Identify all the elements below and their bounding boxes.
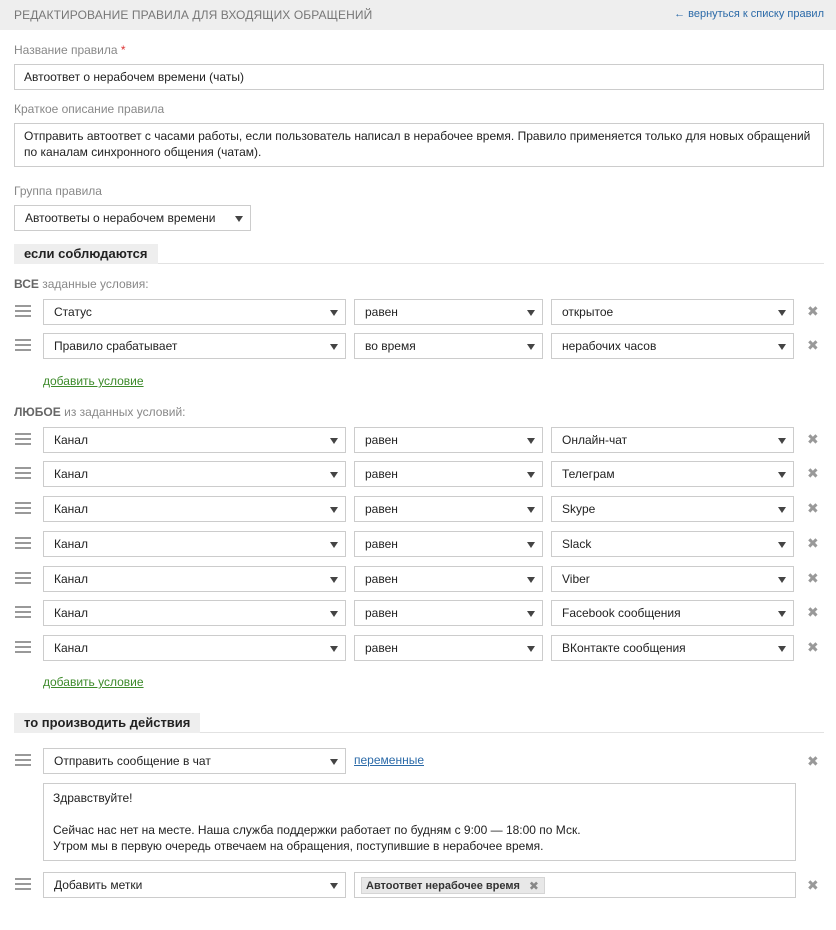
drag-handle-icon[interactable] <box>15 433 31 445</box>
remove-condition-icon[interactable]: ✖ <box>807 337 819 353</box>
condition-operator-select[interactable]: равен <box>354 496 543 522</box>
condition-operator-select[interactable]: во время <box>354 333 543 359</box>
message-line: Сейчас нас нет на месте. Наша служба поддержки работает по будням с 9:00 — 18:00 по Мск. <box>53 823 581 837</box>
condition-value-select[interactable]: Skype <box>551 496 794 522</box>
remove-tag-icon[interactable]: ✖ <box>528 879 539 893</box>
chevron-down-icon <box>778 611 786 617</box>
actions-section-title: то производить действия <box>14 713 200 733</box>
rule-description-label: Краткое описание правила <box>14 102 165 116</box>
chevron-down-icon <box>330 344 338 350</box>
condition-field-select[interactable]: Правило срабатывает <box>43 333 346 359</box>
any-conditions-title: ЛЮБОЕ из заданных условий: <box>14 405 186 419</box>
rule-name-input[interactable]: Автоответ о нерабочем времени (чаты) <box>14 64 824 90</box>
chevron-down-icon <box>330 883 338 889</box>
chevron-down-icon <box>778 646 786 652</box>
chevron-down-icon <box>527 310 535 316</box>
add-any-condition-link[interactable]: добавить условие <box>43 675 144 689</box>
chevron-down-icon <box>778 542 786 548</box>
chevron-down-icon <box>527 646 535 652</box>
chevron-down-icon <box>330 646 338 652</box>
condition-operator-select[interactable]: равен <box>354 600 543 626</box>
drag-handle-icon[interactable] <box>15 467 31 479</box>
chevron-down-icon <box>778 507 786 513</box>
chevron-down-icon <box>330 542 338 548</box>
condition-operator-select[interactable]: равен <box>354 427 543 453</box>
remove-action-icon[interactable]: ✖ <box>807 877 819 893</box>
drag-handle-icon[interactable] <box>15 754 31 766</box>
condition-value-select[interactable]: Онлайн-чат <box>551 427 794 453</box>
description-line: по каналам синхронного общения (чатам). <box>24 145 262 159</box>
back-to-rules-link[interactable]: ← вернуться к списку правил <box>674 8 824 20</box>
drag-handle-icon[interactable] <box>15 305 31 317</box>
action-type-select[interactable]: Добавить метки <box>43 872 346 898</box>
chevron-down-icon <box>778 344 786 350</box>
chevron-down-icon <box>330 438 338 444</box>
condition-field-select[interactable]: Статус <box>43 299 346 325</box>
condition-field-select[interactable]: Канал <box>43 496 346 522</box>
drag-handle-icon[interactable] <box>15 502 31 514</box>
rule-description-input[interactable] <box>14 123 824 167</box>
condition-value-select[interactable]: нерабочих часов <box>551 333 794 359</box>
condition-operator-select[interactable]: равен <box>354 635 543 661</box>
chevron-down-icon <box>527 438 535 444</box>
drag-handle-icon[interactable] <box>15 572 31 584</box>
actions-section-header <box>14 713 824 733</box>
chevron-down-icon <box>330 611 338 617</box>
remove-action-icon[interactable]: ✖ <box>807 753 819 769</box>
remove-condition-icon[interactable]: ✖ <box>807 639 819 655</box>
remove-condition-icon[interactable]: ✖ <box>807 500 819 516</box>
page-title: РЕДАКТИРОВАНИЕ ПРАВИЛА ДЛЯ ВХОДЯЩИХ ОБРАЩЕНИЙ <box>14 8 373 22</box>
condition-field-select[interactable]: Канал <box>43 531 346 557</box>
tags-input[interactable] <box>354 872 796 898</box>
condition-field-select[interactable]: Канал <box>43 600 346 626</box>
required-mark: * <box>120 43 126 57</box>
condition-value-select[interactable]: Телеграм <box>551 461 794 487</box>
condition-value-select[interactable]: Slack <box>551 531 794 557</box>
remove-condition-icon[interactable]: ✖ <box>807 431 819 447</box>
condition-value-select[interactable]: Facebook сообщения <box>551 600 794 626</box>
drag-handle-icon[interactable] <box>15 537 31 549</box>
condition-operator-select[interactable]: равен <box>354 531 543 557</box>
chevron-down-icon <box>527 344 535 350</box>
tag-chip: Автоответ нерабочее время ✖ <box>361 877 545 894</box>
action-type-select[interactable]: Отправить сообщение в чат <box>43 748 346 774</box>
drag-handle-icon[interactable] <box>15 641 31 653</box>
add-all-condition-link[interactable]: добавить условие <box>43 374 144 388</box>
chevron-down-icon <box>330 759 338 765</box>
description-line: Отправить автоответ с часами работы, если пользователь написал в нерабочее время. Правило применяется только для новых обращений <box>24 129 811 143</box>
condition-value-select[interactable]: ВКонтакте сообщения <box>551 635 794 661</box>
condition-field-select[interactable]: Канал <box>43 427 346 453</box>
remove-condition-icon[interactable]: ✖ <box>807 535 819 551</box>
message-textarea[interactable] <box>43 783 796 861</box>
chevron-down-icon <box>527 542 535 548</box>
drag-handle-icon[interactable] <box>15 606 31 618</box>
rule-name-label: Название правила * <box>14 43 126 57</box>
condition-operator-select[interactable]: равен <box>354 461 543 487</box>
rule-group-select[interactable] <box>14 205 251 231</box>
condition-operator-select[interactable]: равен <box>354 566 543 592</box>
remove-condition-icon[interactable]: ✖ <box>807 303 819 319</box>
page-header <box>0 0 836 30</box>
chevron-down-icon <box>778 577 786 583</box>
condition-value-select[interactable]: открытое <box>551 299 794 325</box>
conditions-section-header <box>14 244 824 264</box>
remove-condition-icon[interactable]: ✖ <box>807 465 819 481</box>
rule-group-value: Автоответы о нерабочем времени <box>25 211 216 225</box>
chevron-down-icon <box>330 577 338 583</box>
condition-field-select[interactable]: Канал <box>43 635 346 661</box>
chevron-down-icon <box>778 472 786 478</box>
condition-value-select[interactable]: Viber <box>551 566 794 592</box>
message-line: Утром мы в первую очередь отвечаем на обращения, поступившие в нерабочее время. <box>53 839 544 853</box>
rule-group-label: Группа правила <box>14 184 102 198</box>
chevron-down-icon <box>330 310 338 316</box>
condition-field-select[interactable]: Канал <box>43 461 346 487</box>
all-conditions-title: ВСЕ заданные условия: <box>14 277 149 291</box>
chevron-down-icon <box>527 577 535 583</box>
chevron-down-icon <box>778 438 786 444</box>
chevron-down-icon <box>527 611 535 617</box>
message-line: Здравствуйте! <box>53 791 133 805</box>
remove-condition-icon[interactable]: ✖ <box>807 604 819 620</box>
drag-handle-icon[interactable] <box>15 339 31 351</box>
chevron-down-icon <box>527 472 535 478</box>
chevron-down-icon <box>527 507 535 513</box>
conditions-section-title: если соблюдаются <box>14 244 158 264</box>
variables-link[interactable]: переменные <box>354 753 424 767</box>
condition-field-select[interactable]: Канал <box>43 566 346 592</box>
chevron-down-icon <box>778 310 786 316</box>
drag-handle-icon[interactable] <box>15 878 31 890</box>
chevron-down-icon <box>330 472 338 478</box>
chevron-down-icon <box>330 507 338 513</box>
remove-condition-icon[interactable]: ✖ <box>807 570 819 586</box>
condition-operator-select[interactable]: равен <box>354 299 543 325</box>
chevron-down-icon <box>235 216 243 222</box>
